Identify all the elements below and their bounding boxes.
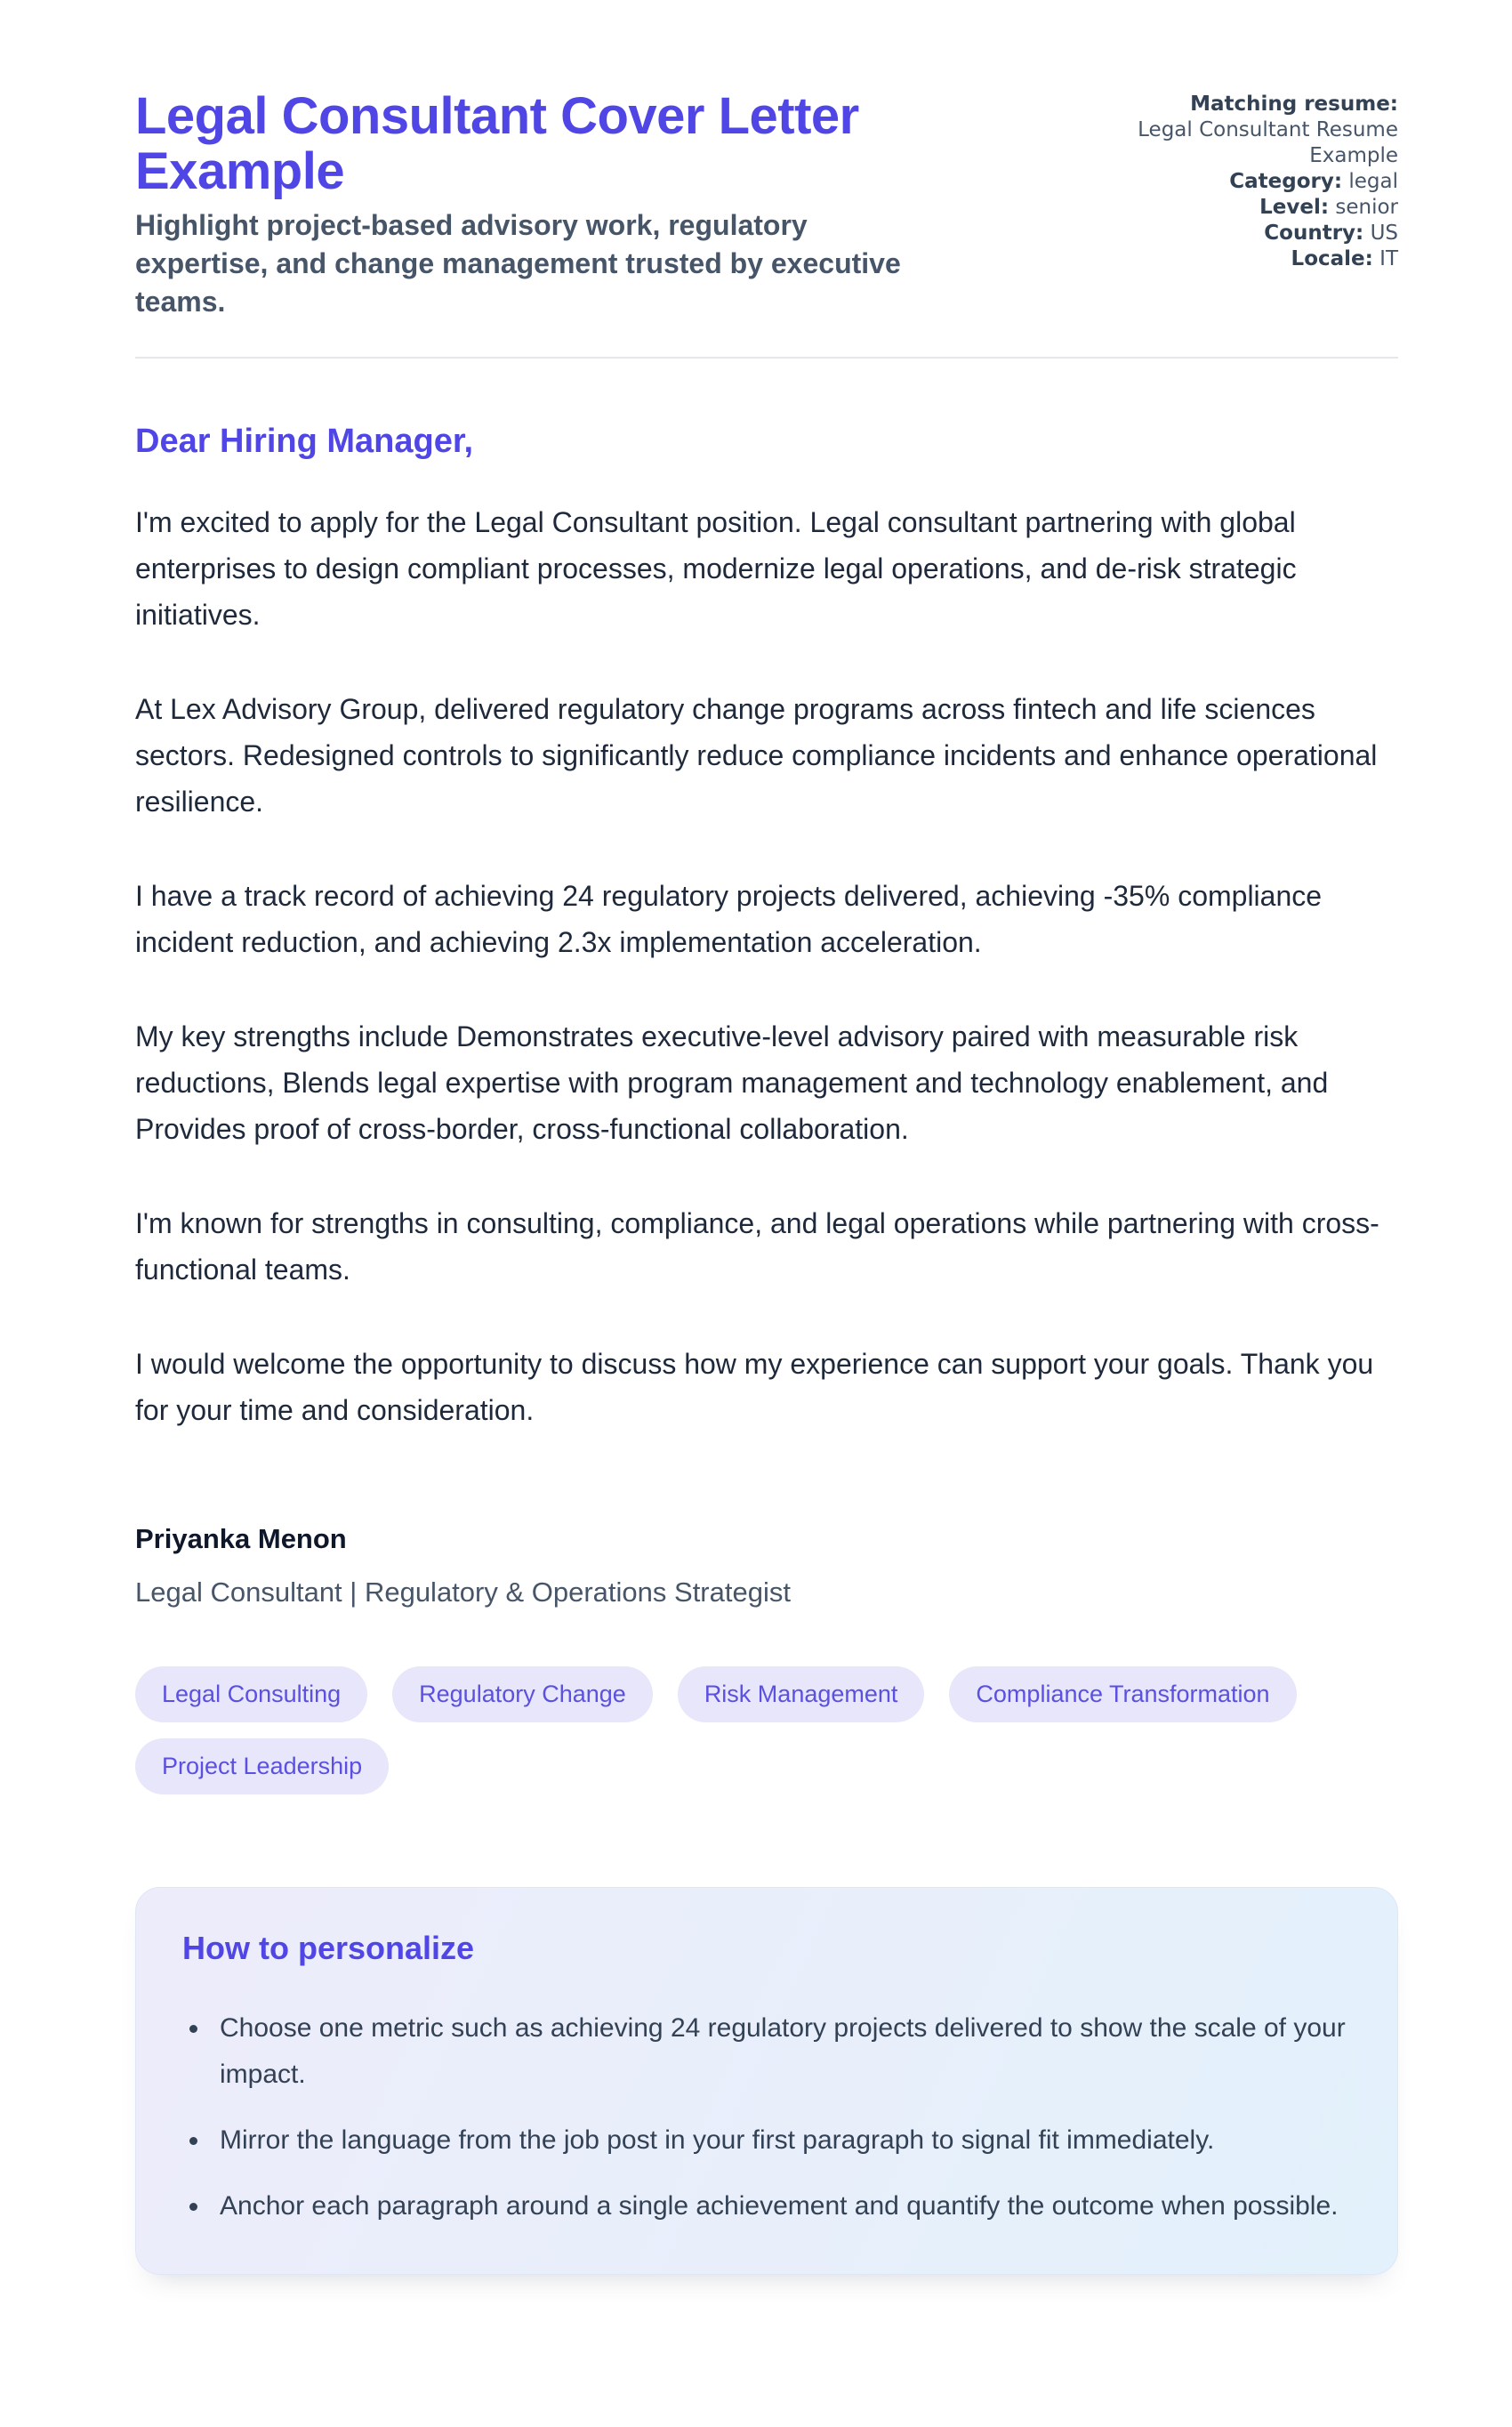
signature-block: [135, 1517, 1398, 1615]
cover-letter: [135, 421, 1398, 1615]
letter-paragraph: I'm known for strengths in consulting, compliance, and legal operations while partnering with cross-functional teams.: [135, 1207, 1379, 1286]
meta-label: Country:: [1264, 222, 1364, 245]
meta-row: [1121, 195, 1398, 221]
letter-paragraphs: [135, 499, 1398, 1433]
letter-greeting: Dear Hiring Manager,: [135, 423, 474, 461]
meta-row: [1121, 246, 1398, 272]
signature-name: Priyanka Menon: [135, 1523, 347, 1555]
meta-value: Legal Consultant Resume Example: [1138, 118, 1398, 167]
skill-tag: Regulatory Change: [392, 1666, 653, 1722]
skill-tag: Project Leadership: [135, 1738, 389, 1794]
meta-value: senior: [1335, 196, 1398, 219]
letter-paragraph: I'm excited to apply for the Legal Consultant position. Legal consultant partnering with global enterprises to design compliant processes, modernize legal operations, and de-risk strategic initiatives.: [135, 506, 1297, 632]
meta-value: US: [1370, 222, 1398, 245]
how-to-personalize-box: [135, 1887, 1398, 2275]
tip-item: Anchor each paragraph around a single achievement and quantify the outcome when possible.: [182, 2183, 1351, 2229]
header-divider: [135, 357, 1398, 359]
letter-paragraph: I would welcome the opportunity to discuss how my experience can support your goals. Thank you for your time and consideration.: [135, 1348, 1374, 1427]
letter-paragraph: At Lex Advisory Group, delivered regulatory change programs across fintech and life sciences sectors. Redesigned controls to significantly reduce compliance incidents and enhance operational resilience.: [135, 693, 1378, 818]
tip-item: Choose one metric such as achieving 24 regulatory projects delivered to show the scale of your impact.: [182, 2005, 1351, 2098]
title-block: [135, 89, 1033, 321]
meta-row: [1121, 169, 1398, 195]
letter-paragraph: My key strengths include Demonstrates executive-level advisory paired with measurable risk reductions, Blends legal expertise with program management and technology enablement, and Provides proof of cross-border, cross-functional collaboration.: [135, 1020, 1329, 1146]
meta-row: [1121, 221, 1398, 246]
signature-role: Legal Consultant | Regulatory & Operations Strategist: [135, 1576, 791, 1609]
page-title: Legal Consultant Cover Letter Example: [135, 87, 859, 201]
meta-label: Matching resume:: [1190, 93, 1398, 116]
meta-value: legal: [1348, 170, 1398, 193]
meta-label: Category:: [1229, 170, 1343, 193]
tips-list: [182, 2005, 1351, 2229]
skill-tag: Risk Management: [678, 1666, 925, 1722]
meta-label: Locale:: [1291, 247, 1373, 270]
skill-tag: Legal Consulting: [135, 1666, 367, 1722]
page-subtitle: Highlight project-based advisory work, regulatory expertise, and change management trusted by executive teams.: [135, 209, 901, 318]
meta-row: [1121, 92, 1398, 169]
tip-item: Mirror the language from the job post in your first paragraph to signal fit immediately.: [182, 2117, 1351, 2164]
page-header: [135, 89, 1398, 321]
meta-label: Level:: [1259, 196, 1330, 219]
skill-tag: Compliance Transformation: [949, 1666, 1296, 1722]
letter-paragraph: I have a track record of achieving 24 regulatory projects delivered, achieving -35% compliance incident reduction, and achieving 2.3x implementation acceleration.: [135, 880, 1323, 959]
tips-title: How to personalize: [182, 1930, 475, 1967]
skill-tags: [135, 1666, 1398, 1794]
meta-block: [1121, 89, 1398, 272]
meta-value: IT: [1379, 247, 1398, 270]
